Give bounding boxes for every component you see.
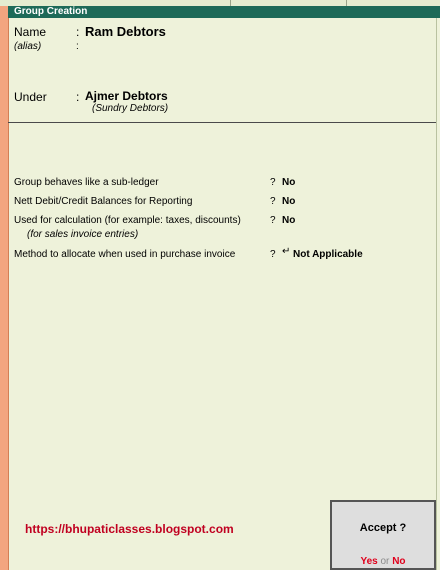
option-label-nett-balances: Nett Debit/Credit Balances for Reporting bbox=[14, 196, 193, 207]
option-label-calculation: Used for calculation (for example: taxes, discounts) bbox=[14, 215, 241, 226]
left-side-bar bbox=[0, 6, 9, 570]
option-value-subledger[interactable]: No bbox=[282, 177, 296, 188]
option-value-nett-balances[interactable]: No bbox=[282, 196, 296, 207]
under-label: Under bbox=[14, 90, 47, 104]
prompt-mark: ? bbox=[270, 215, 276, 226]
accept-dialog bbox=[330, 500, 436, 570]
option-label-subledger: Group behaves like a sub-ledger bbox=[14, 177, 159, 188]
option-value-calculation[interactable]: No bbox=[282, 215, 296, 226]
option-sublabel-calculation: (for sales invoice entries) bbox=[27, 229, 139, 240]
yes-button[interactable]: Yes bbox=[360, 556, 378, 567]
option-value-allocation[interactable]: Not Applicable bbox=[293, 249, 363, 260]
name-input[interactable]: Ram Debtors bbox=[85, 24, 166, 39]
option-label-allocation: Method to allocate when used in purchase invoice bbox=[14, 249, 236, 260]
section-divider bbox=[8, 122, 436, 123]
alias-colon: : bbox=[76, 41, 79, 52]
accept-question: Accept ? bbox=[359, 522, 407, 534]
right-border bbox=[436, 18, 437, 570]
under-group-input[interactable]: Ajmer Debtors bbox=[85, 89, 168, 103]
under-colon: : bbox=[76, 90, 80, 104]
prompt-mark: ? bbox=[270, 177, 276, 188]
cursor-return-icon: ↵ bbox=[282, 246, 291, 257]
prompt-mark: ? bbox=[270, 196, 276, 207]
prompt-mark: ? bbox=[270, 249, 276, 260]
or-label: or bbox=[380, 556, 390, 567]
accept-choices bbox=[332, 556, 434, 567]
window-title: Group Creation bbox=[8, 6, 440, 18]
alias-label: (alias) bbox=[14, 41, 42, 52]
name-label: Name bbox=[14, 25, 47, 39]
no-button[interactable]: No bbox=[392, 556, 406, 567]
under-parent-group: (Sundry Debtors) bbox=[92, 103, 169, 114]
name-colon: : bbox=[76, 25, 80, 39]
watermark-url: https://bhupaticlasses.blogspot.com bbox=[25, 522, 234, 536]
